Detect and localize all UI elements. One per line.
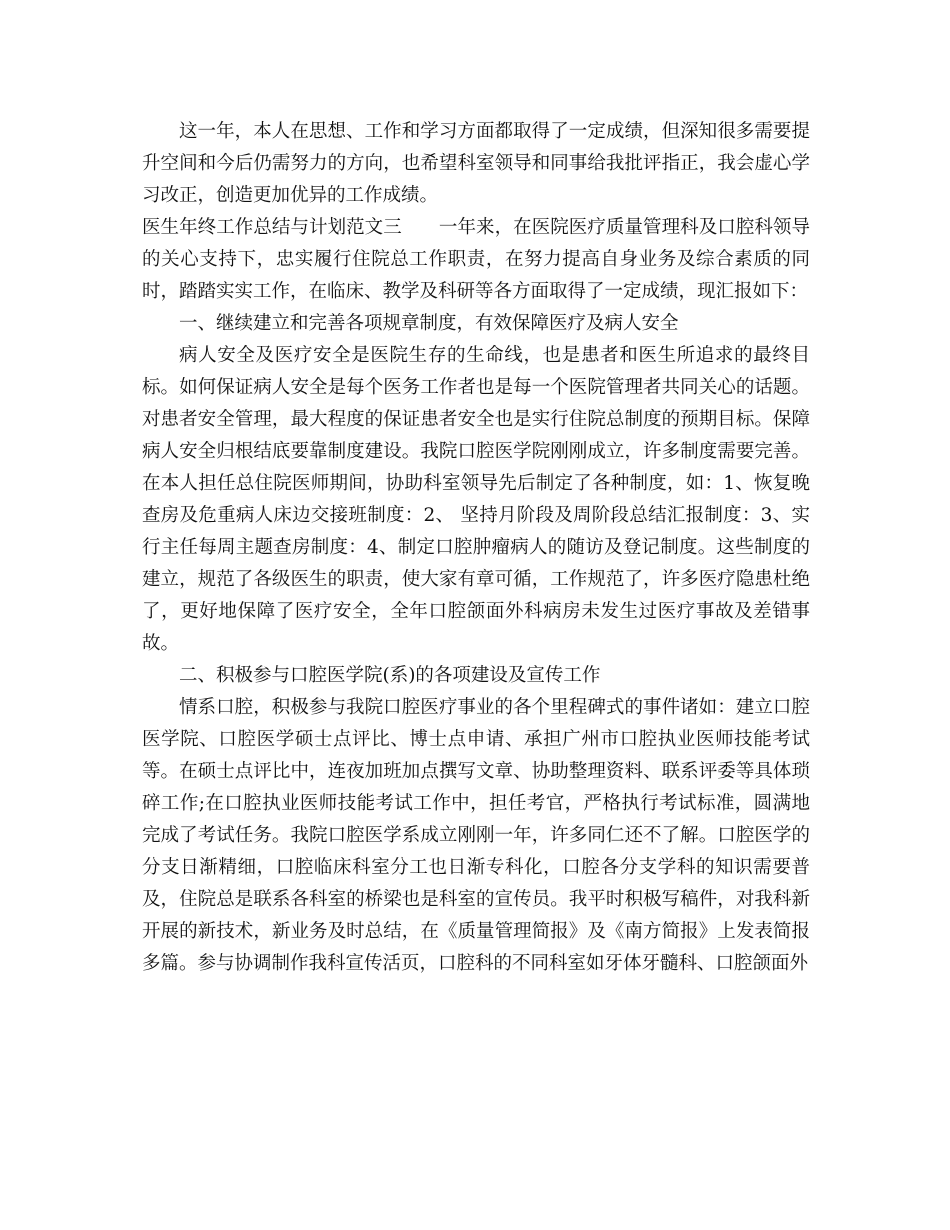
paragraph-safety: 病人安全及医疗安全是医院生存的生命线，也是患者和医生所追求的最终目标。如何保证病人安全是每个医务工作者也是每一个医院管理者共同关心的话题。对患者安全管理，最大程度的保证患者安全也是实行住院总制度的预期目标。保障病人安全归根结底要靠制度建设。我院口腔医学院刚刚成立，许多制度需要完善。在本人担任总住院医师期间，协助科室领导先后制定了各种制度，如：1、恢复晚查房及危重病人床边交接班制度：2、 坚持月阶段及周阶段总结汇报制度：3、实行主任每周主题查房制度：4、制定口腔肿瘤病人的随访及登记制度。这些制度的建立，规范了各级医生的职责，使大家有章可循，工作规范了，许多医疗隐患杜绝了，更好地保障了医疗安全，全年口腔颌面外科病房未发生过医疗事故及差错事故。: [142, 345, 810, 654]
document-body: [142, 116, 810, 980]
paragraph-summary: 这一年，本人在思想、工作和学习方面都取得了一定成绩，但深知很多需要提升空间和今后仍需努力的方向，也希望科室领导和同事给我批评指正，我会虚心学习改正，创造更加优异的工作成绩。: [142, 121, 810, 206]
paragraph-article-title-intro: 医生年终工作总结与计划范文三 一年来，在医院医疗质量管理科及口腔科领导的关心支持下，忠实履行住院总工作职责，在努力提高自身业务及综合素质的同时，踏踏实实工作，在临床、教学及科研等各方面取得了一定成绩，现汇报如下：: [142, 217, 810, 302]
section-heading-2: 二、积极参与口腔医学院(系)的各项建设及宣传工作: [179, 665, 601, 686]
section-heading-1: 一、继续建立和完善各项规章制度，有效保障医疗及病人安全: [179, 313, 679, 334]
paragraph-construction: 情系口腔，积极参与我院口腔医疗事业的各个里程碑式的事件诸如：建立口腔医学院、口腔医学硕士点评比、博士点申请、承担广州市口腔执业医师技能考试等。在硕士点评比中，连夜加班加点撰写文章、协助整理资料、联系评委等具体琐碎工作;在口腔执业医师技能考试工作中，担任考官，严格执行考试标准，圆满地完成了考试任务。我院口腔医学系成立刚刚一年，许多同仁还不了解。口腔医学的分支日渐精细，口腔临床科室分工也日渐专科化，口腔各分支学科的知识需要普及，住院总是联系各科室的桥梁也是科室的宣传员。我平时积极写稿件，对我科新开展的新技术，新业务及时总结，在《质量管理简报》及《南方简报》上发表简报多篇。参与协调制作我科宣传活页，口腔科的不同科室如牙体牙髓科、口腔颌面外: [142, 697, 810, 974]
